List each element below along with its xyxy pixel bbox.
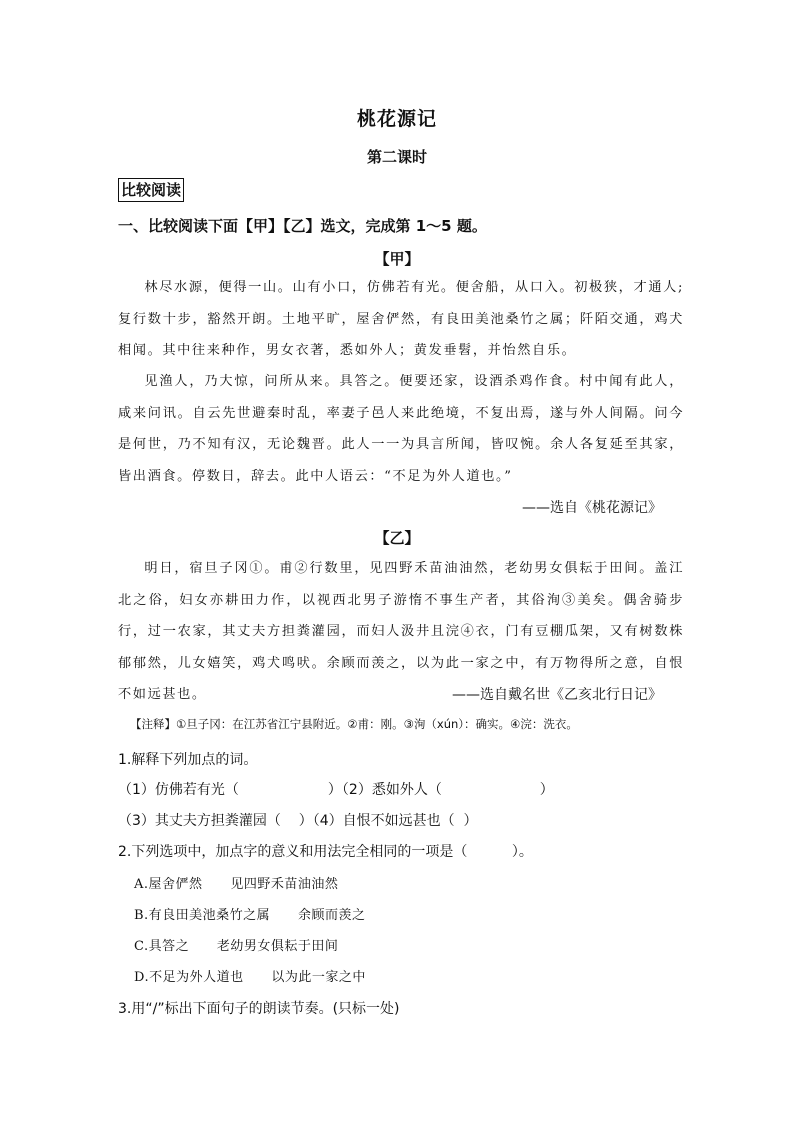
section-label: 比较阅读 bbox=[118, 178, 184, 202]
question-2-option-a: A.屋舍俨然 见四野禾苗油油然 bbox=[134, 877, 339, 892]
question-3-stem: 3.用“/”标出下面句子的朗读节奏。(只标一处) bbox=[118, 1001, 400, 1017]
question-2-option-b: B.有良田美池桑竹之属 余顾而羡之 bbox=[134, 908, 366, 923]
passage-yi-paragraph-1: 明日，宿旦子冈①。甫②行数里，见四野禾苗油油然，老幼男女俱耘于田间。盖江北之俗，妇女亦耕田力作，以视西北男子游惰不事生产者，其俗洵③美矣。偶舍骑步行，过一农家，其丈夫方担粪灌园，而妇人汲井且浣④衣，门有豆棚瓜架，又有树数株郁郁然，儿女嬉笑，鸡犬鸣吠。余顾而羡之，以为此一家之中，有万物得所之意，自恨不如远甚也。 bbox=[118, 561, 684, 702]
question-heading: 一、比较阅读下面【甲】【乙】选文，完成第 1～5 题。 bbox=[118, 217, 487, 235]
question-1-line-2: （3）其丈夫方担粪灌园（ ）（4）自恨不如远甚也（ ） bbox=[118, 813, 478, 829]
page-title: 桃花源记 bbox=[356, 108, 437, 130]
question-2-option-c: C.具答之 老幼男女俱耘于田间 bbox=[134, 939, 339, 954]
passage-jia-paragraph-1: 林尽水源，便得一山。山有小口，仿佛若有光。便舍船，从口入。初极狭，才通人;复行数十步，豁然开朗。土地平旷，屋舍俨然，有良田美池桑竹之属；阡陌交通，鸡犬相闻。其中往来种作，男女衣著，悉如外人；黄发垂髫，并怡然自乐。 bbox=[118, 280, 684, 358]
passage-yi-label: 【乙】 bbox=[374, 529, 420, 547]
passage-jia-paragraph-2: 见渔人，乃大惊，问所从来。具答之。便要还家，设酒杀鸡作食。村中闻有此人，咸来问讯。自云先世避秦时乱，率妻子邑人来此绝境，不复出焉，遂与外人间隔。问今是何世，乃不知有汉，无论魏晋。此人一一为具言所闻，皆叹惋。余人各复延至其家，皆出酒食。停数日，辞去。此中人语云：“不足为外人道也。” bbox=[118, 374, 684, 484]
question-1-stem: 1.解释下列加点的词。 bbox=[118, 752, 258, 768]
question-1-line-1: （1）仿佛若有光（ ）（2）悉如外人（ ） bbox=[118, 782, 554, 798]
page-subtitle: 第二课时 bbox=[366, 148, 427, 166]
passage-jia-label: 【甲】 bbox=[374, 250, 420, 268]
annotation-note: 【注释】①旦子冈：在江苏省江宁县附近。②甫：刚。③洵（xún）：确实。④浣：洗衣。 bbox=[130, 717, 578, 731]
question-2-stem: 2.下列选项中，加点字的意义和用法完全相同的一项是（ ）。 bbox=[118, 844, 533, 860]
passage-yi-source: ——选自戴名世《乙亥北行日记》 bbox=[452, 687, 662, 703]
question-2-option-d: D.不足为外人道也 以为此一家之中 bbox=[134, 970, 366, 985]
passage-jia-source: ——选自《桃花源记》 bbox=[522, 500, 662, 516]
